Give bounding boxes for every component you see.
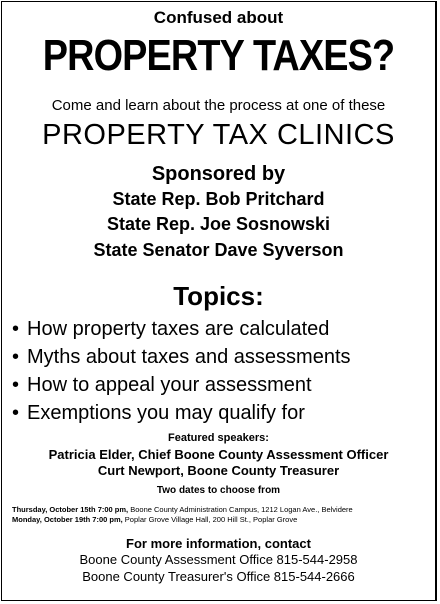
intro-text: Come and learn about the process at one of these [51, 97, 386, 114]
date-line [12, 515, 297, 524]
sponsor-name: State Senator Dave Syverson [93, 240, 344, 260]
topic-item [12, 371, 351, 399]
contact-line: Boone County Treasurer's Office 815-544-2666 [82, 569, 355, 584]
topics-list [12, 315, 351, 427]
contact-heading: For more information, contact [126, 536, 311, 551]
contact-line: Boone County Assessment Office 815-544-2958 [79, 552, 358, 567]
dates-heading: Two dates to choose from [156, 485, 281, 496]
topic-item [12, 399, 351, 427]
topic-item [12, 315, 351, 343]
topic-label: Exemptions you may qualify for [27, 402, 305, 424]
featured-speakers-heading: Featured speakers: [168, 432, 269, 444]
date-line [12, 505, 353, 514]
date-location: Poplar Grove Village Hall, 200 Hill St., Poplar Grove [122, 515, 298, 524]
bullet-icon: • [12, 318, 20, 340]
topic-label: How to appeal your assessment [27, 374, 312, 396]
bullet-icon: • [12, 402, 20, 424]
bullet-icon: • [12, 374, 20, 396]
flyer [1, 1, 437, 601]
clinics-title: PROPERTY TAX CLINICS [42, 119, 395, 151]
topics-heading: Topics: [173, 281, 264, 311]
main-title: PROPERTY TAXES? [42, 31, 395, 80]
sponsor-name: State Rep. Bob Pritchard [112, 189, 325, 209]
bullet-icon: • [12, 346, 20, 368]
sponsored-heading: Sponsored by [151, 163, 286, 185]
sponsor-name: State Rep. Joe Sosnowski [106, 214, 331, 234]
date-location: Boone County Administration Campus, 1212 Logan Ave., Belvidere [128, 505, 353, 514]
topic-label: Myths about taxes and assessments [27, 346, 351, 368]
speaker-name: Patricia Elder, Chief Boone County Assessment Officer [48, 447, 389, 462]
date-time: Monday, October 19th 7:00 pm, [12, 515, 123, 524]
confused-heading: Confused about [153, 8, 284, 27]
topic-label: How property taxes are calculated [27, 318, 330, 340]
speaker-name: Curt Newport, Boone County Treasurer [97, 463, 340, 478]
topic-item [12, 343, 351, 371]
date-time: Thursday, October 15th 7:00 pm, [12, 505, 129, 514]
